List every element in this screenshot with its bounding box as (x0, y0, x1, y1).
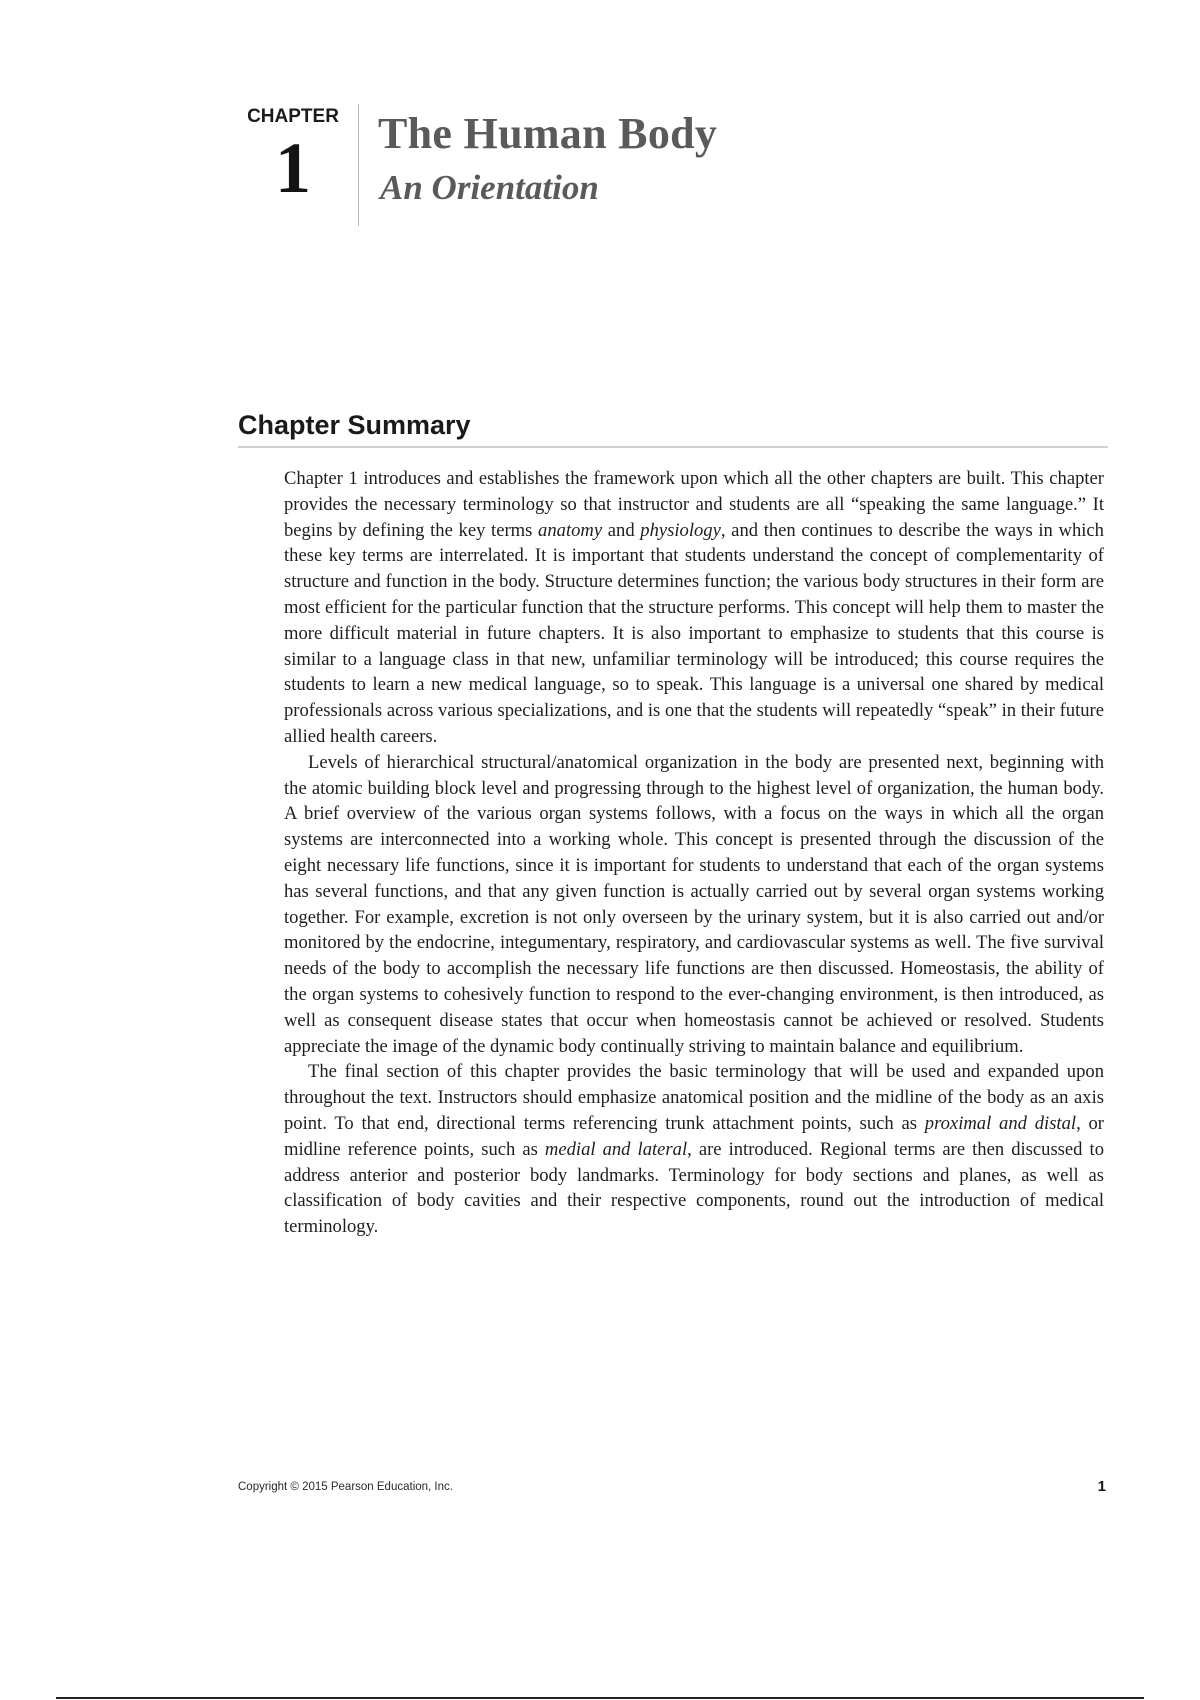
chapter-number: 1 (275, 128, 311, 208)
paragraph-3-text-b: , or midline reference points, such as (284, 1112, 1104, 1160)
summary-body (284, 466, 1104, 1240)
summary-paragraph-1 (284, 466, 1104, 750)
chapter-subtitle: An Orientation (380, 168, 599, 207)
paragraph-1-text-a: Chapter 1 introduces and establishes the framework upon which all the other chapters are built. This chapter provides the necessary terminology so that instructor and students are all “speaking the same language.” It begins by defining the key terms (284, 468, 1104, 541)
summary-paragraph-2: Levels of hierarchical structural/anatomical organization in the body are presented next, beginning with the atomic building block level and progressing through to the highest level of organization, the human body. A brief overview of the various organ systems follows, with a focus on the ways in which all the organ systems are interconnected into a working whole. This concept is presented through the discussion of the eight necessary life functions, since it is important for students to understand that each of the organ systems has several functions, and that any given function is actually carried out by several organ systems working together. For example, excretion is not only overseen by the urinary system, but it is also carried out and/or monitored by the endocrine, integumentary, respiratory, and cardiovascular systems as well. The five survival needs of the body to accomplish the necessary life functions are then discussed. Homeostasis, the ability of the organ systems to cohesively function to respond to the ever-changing environment, is then introduced, as well as consequent disease states that occur when homeostasis cannot be achieved or resolved. Students appreciate the image of the dynamic body continually striving to maintain balance and equilibrium. (284, 751, 1104, 1057)
chapter-block (243, 104, 358, 224)
paragraph-1-text-b: and (602, 519, 641, 541)
paragraph-3-text-a: The final section of this chapter provides the basic terminology that will be used and expanded upon throughout the text. Instructors should emphasize anatomical position and the midline of the body as an axis point. To that end, directional terms referencing trunk attachment points, such as (284, 1061, 1104, 1134)
summary-heading: Chapter Summary (238, 410, 471, 440)
page-number: 1 (1097, 1478, 1106, 1495)
term-proximal-distal: proximal and distal (924, 1112, 1077, 1134)
page-bottom-rule (56, 1697, 1144, 1699)
term-anatomy: anatomy (538, 519, 603, 541)
summary-divider (238, 446, 1108, 448)
paragraph-3-text-c: , are introduced. Regional terms are then discussed to address anterior and posterior body landmarks. Terminology for body sections and planes, as well as classification of body cavities and their respective components, round out the introduction of medical terminology. (284, 1138, 1104, 1238)
footer-copyright: Copyright © 2015 Pearson Education, Inc. (238, 1481, 453, 1493)
chapter-label: CHAPTER (247, 106, 339, 127)
chapter-title: The Human Body (378, 109, 718, 158)
chapter-divider (358, 104, 359, 226)
term-medial-lateral: medial and lateral (544, 1138, 688, 1160)
paragraph-1-text-c: , and then continues to describe the ways in which these key terms are interrelated. It is important that students understand the concept of complementarity of structure and function in the body. Structure determines function; the various body structures in their form are most efficient for the particular function that the structure performs. This concept will help them to master the more difficult material in future chapters. It is also important to emphasize to students that this course is similar to a language class in that new, unfamiliar terminology will be introduced; this course requires the students to learn a new medical language, so to speak. This language is a universal one shared by medical professionals across various specializations, and is one that the students will repeatedly “speak” in their future allied health careers. (284, 519, 1104, 747)
summary-paragraph-3 (284, 1059, 1104, 1240)
term-physiology: physiology (640, 519, 721, 541)
